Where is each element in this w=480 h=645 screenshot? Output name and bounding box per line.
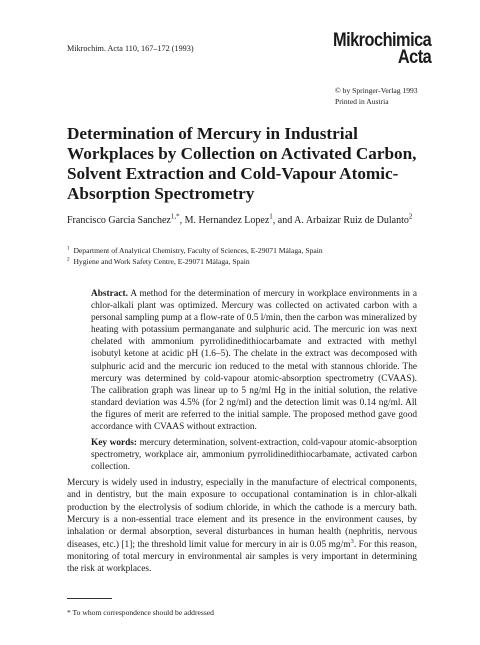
abstract [91, 288, 417, 433]
author-3-affil: 2 [408, 212, 413, 221]
affiliation-1 [67, 246, 323, 256]
corresponding-mark: * [176, 212, 180, 221]
abstract-label: Abstract. [91, 289, 128, 299]
printed-in-text: Printed in Austria [335, 97, 389, 106]
body-text-part1: Mercury is widely used in industry, especially in the manufacture of electrical components, and in dentistry, but the main exposure to occupational contamination is in chlor-alkali production by the electrolysis of sodium chloride, in which the cathode is a mercury bath. Mercury is a non-essential trace element and its presence in the environment causes, by inhalation or dermal absorption, several disturbances in human health (nephritis, nervous diseases, etc.) [1]; the threshold limit value for mercury in air is 0.05 mg/m [67, 478, 417, 550]
journal-name-line1: Mikrochimica [332, 30, 431, 51]
body-text-part2: . For this reason, monitoring of total mercury in environmental air samples is very important in determining the risk at workplaces. [67, 539, 417, 575]
affiliation-2 [67, 257, 250, 267]
body-superscript: 3 [350, 537, 354, 545]
affiliation-2-text: Hygiene and Work Safety Centre, E-29071 Málaga, Spain [73, 257, 250, 266]
affiliation-1-text: Department of Analytical Chemistry, Faculty of Sciences, E-29071 Málaga, Spain [73, 246, 323, 255]
affiliation-1-num: 1 [67, 245, 70, 252]
keywords-text: mercury determination, solvent-extraction, cold-vapour atomic-absorption spectrometry, workplace air, ammonium pyrrolidinedithiocarbamate, activated carbon collection. [91, 438, 418, 473]
keywords-label: Key words: [91, 438, 137, 448]
footnote-divider [67, 598, 112, 599]
author-1-affil: 1, [170, 212, 177, 221]
journal-name-line2: Acta [397, 47, 431, 68]
paper-title: Determination of Mercury in Industrial Workplaces by Collection on Activated Carbon, Solvent Extraction and Cold-Vapour Atomic-Absorption Spectrometry [67, 124, 417, 203]
copyright-block [335, 85, 427, 107]
body-paragraph [67, 477, 417, 576]
journal-logo [333, 32, 431, 66]
author-1: Francisco Garcia Sanchez [67, 215, 171, 226]
author-2-affil: 1 [269, 212, 273, 221]
journal-citation: Mikrochim. Acta 110, 167–172 (1993) [67, 44, 194, 53]
keywords [91, 437, 417, 473]
author-3: , and A. Arbaizar Ruiz de Dulanto [272, 215, 409, 226]
footnote: * To whom correspondence should be addressed [67, 608, 214, 617]
copyright-text: © by Springer-Verlag 1993 [335, 86, 418, 95]
affiliation-2-num: 2 [67, 256, 70, 263]
abstract-text: A method for the determination of mercury in workplace environments in a chlor-alkali plant was optimized. Mercury was collected on activated carbon with a personal sampling pump at a flow-rate of 0.5 l/min, then the carbon was mineralized by heating with potassium permanganate and sulphuric acid. The mercuric ion was next chelated with ammonium pyrrolidinedithiocarbamate and extracted with methyl isobutyl ketone at acidic pH (1.6–5). The chelate in the extract was decomposed with sulphuric acid and the mercuric ion reduced to the metal with stannous chloride. The mercury was determined by cold-vapour atomic-absorption spectrometry (CVAAS). The calibration graph was linear up to 5 ng/ml Hg in the initial solution, the relative standard deviation was 4.5% (for 2 ng/ml) and the detection limit was 0.14 ng/ml. All the figures of merit are referred to the initial sample. The proposed method gave good accordance with CVAAS without extraction. [91, 289, 417, 433]
author-list [67, 214, 415, 228]
author-2: , M. Hernandez Lopez [179, 215, 270, 226]
